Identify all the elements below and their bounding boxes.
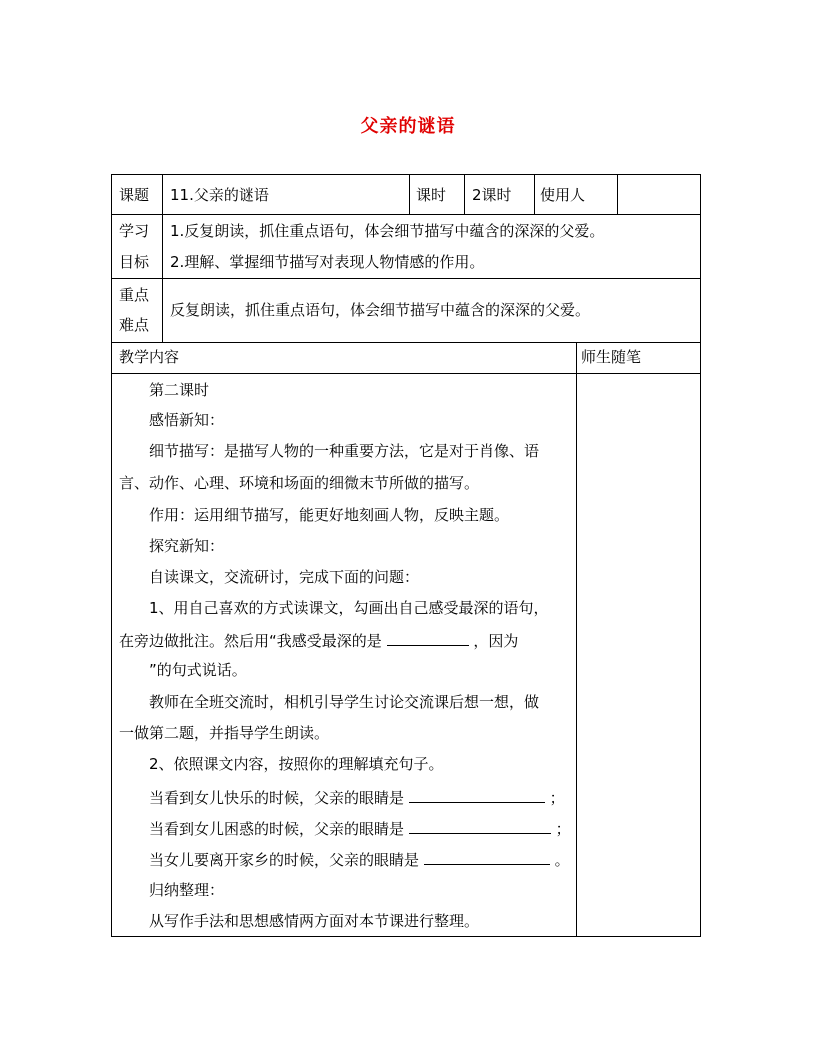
content-text: 当看到女儿快乐的时候，父亲的眼睛是 xyxy=(149,789,405,807)
col-divider xyxy=(534,174,535,214)
content-text: 当看到女儿困惑的时候，父亲的眼睛是 xyxy=(149,820,405,838)
col-divider xyxy=(576,342,577,937)
topic-value: 11.父亲的谜语 xyxy=(170,186,269,204)
row-divider xyxy=(111,373,701,374)
row-divider xyxy=(111,278,701,279)
content-line-with-blank xyxy=(149,786,565,808)
fill-blank[interactable] xyxy=(409,817,551,834)
content-line: 言、动作、心理、环境和场面的细微末节所做的描写。 xyxy=(119,474,480,492)
content-line-with-blank xyxy=(149,848,570,870)
notes-header: 师生随笔 xyxy=(581,348,642,366)
col-divider xyxy=(464,174,465,214)
content-line: 感悟新知： xyxy=(149,411,225,429)
keypoints-label-line2: 难点 xyxy=(119,316,150,334)
topic-label: 课题 xyxy=(119,186,150,204)
content-line: 2、依照课文内容，按照你的理解填充句子。 xyxy=(149,755,444,773)
content-text: 在旁边做批注。然后用“我感受最深的是 xyxy=(119,632,382,650)
content-line: 自读课文，交流研讨，完成下面的问题： xyxy=(149,568,420,586)
col-divider xyxy=(162,174,163,342)
content-line: 教师在全班交流时，相机引导学生讨论交流课后想一想，做 xyxy=(149,693,540,711)
content-line: 一做第二题，并指导学生朗读。 xyxy=(119,724,330,742)
content-text: ； xyxy=(549,789,565,807)
content-line: 1、用自己喜欢的方式读课文，勾画出自己感受最深的语句， xyxy=(149,599,549,617)
content-text: 当女儿要离开家乡的时候，父亲的眼睛是 xyxy=(149,851,420,869)
fill-blank[interactable] xyxy=(424,848,550,865)
col-divider xyxy=(617,174,618,214)
hours-value: 2课时 xyxy=(472,186,512,204)
goals-label-line1: 学习 xyxy=(119,222,150,240)
content-text: 。 xyxy=(554,851,570,869)
content-line: 第二课时 xyxy=(149,381,210,399)
content-line: 归纳整理： xyxy=(149,881,225,899)
content-line-with-blank xyxy=(149,817,571,839)
content-header: 教学内容 xyxy=(119,348,180,366)
content-text: ； xyxy=(555,820,571,838)
keypoints-label-line1: 重点 xyxy=(119,286,150,304)
keypoints-text: 反复朗读，抓住重点语句，体会细节描写中蕴含的深深的父爱。 xyxy=(170,301,591,319)
fill-blank[interactable] xyxy=(409,786,545,803)
row-divider xyxy=(111,214,701,215)
content-line: 从写作手法和思想感情两方面对本节课进行整理。 xyxy=(149,912,480,930)
hours-label: 课时 xyxy=(416,186,447,204)
content-text: ，因为 xyxy=(473,632,519,650)
goal-item: 1.反复朗读，抓住重点语句，体会细节描写中蕴含的深深的父爱。 xyxy=(170,222,605,240)
row-divider xyxy=(111,342,701,343)
goal-item: 2.理解、掌握细节描写对表现人物情感的作用。 xyxy=(170,253,485,271)
content-line: 细节描写：是描写人物的一种重要方法，它是对于肖像、语 xyxy=(149,442,540,460)
col-divider xyxy=(409,174,410,214)
content-line: 探究新知： xyxy=(149,537,225,555)
fill-blank[interactable] xyxy=(387,629,469,646)
document-title: 父亲的谜语 xyxy=(360,116,456,137)
user-label: 使用人 xyxy=(540,186,586,204)
content-line: 作用：运用细节描写，能更好地刻画人物，反映主题。 xyxy=(149,506,510,524)
content-line: ”的句式说话。 xyxy=(149,661,247,679)
content-line-with-blank xyxy=(119,629,518,651)
goals-label-line2: 目标 xyxy=(119,253,150,271)
